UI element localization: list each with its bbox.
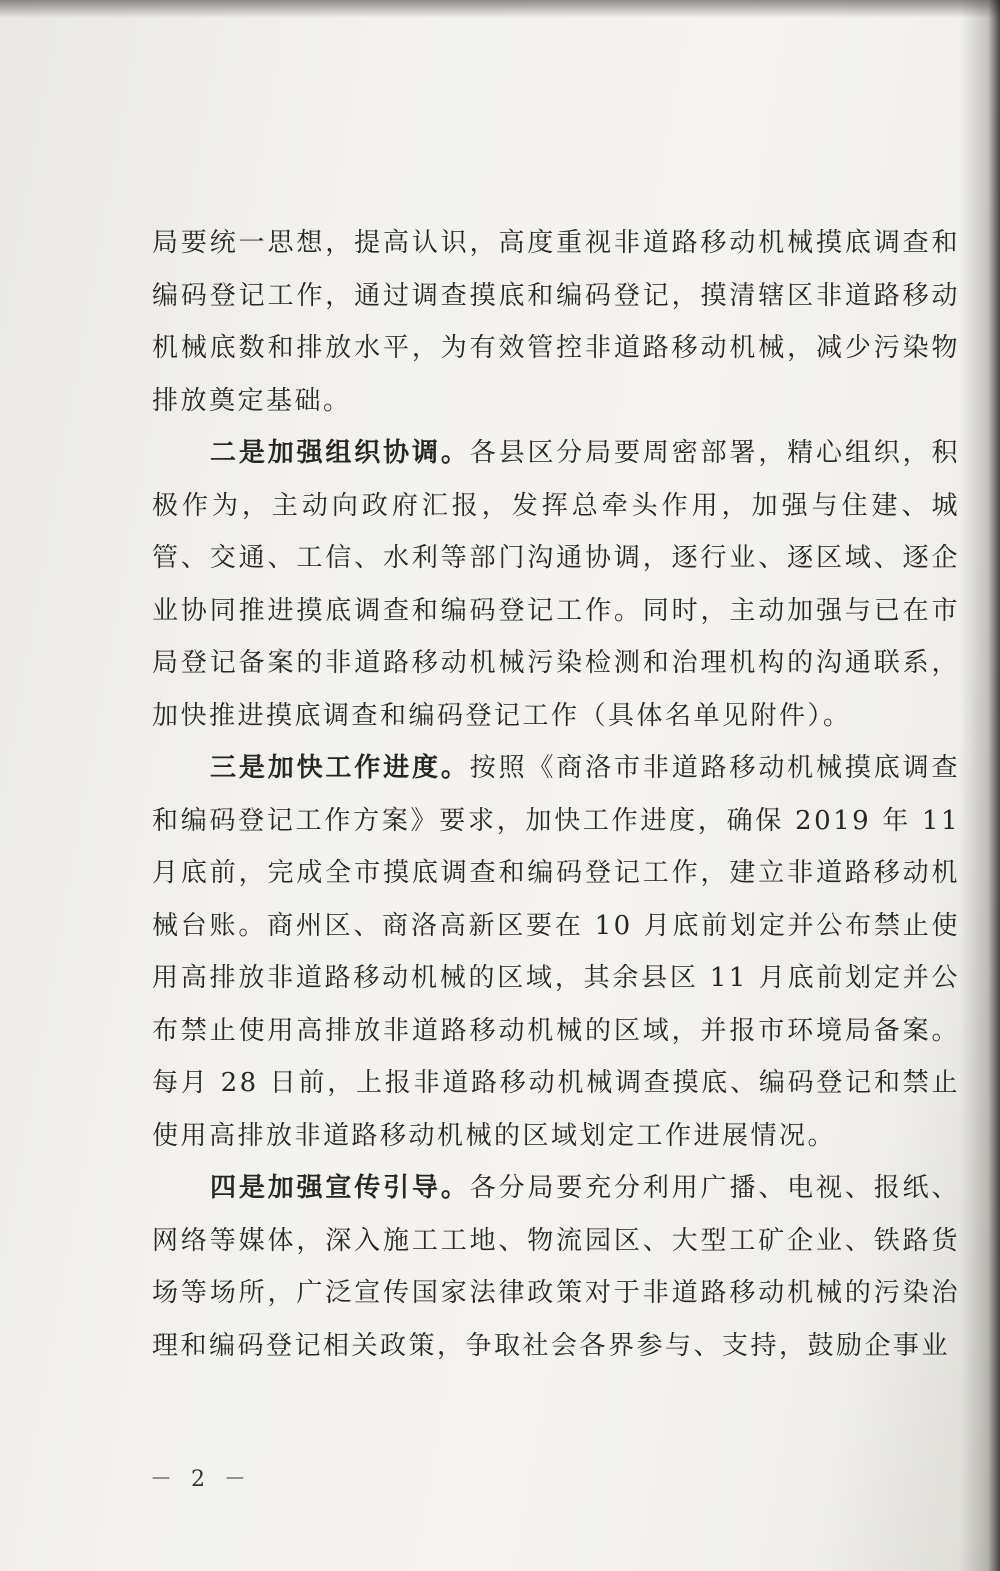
- paragraph-continuation: [152, 217, 960, 427]
- paragraph-progress: [152, 742, 960, 1162]
- paragraph-lead: 四是加强宣传引导。: [210, 1173, 470, 1203]
- paragraph-lead: 三是加快工作进度。: [210, 753, 470, 783]
- page-number: － 2 －: [150, 1467, 252, 1492]
- paragraph-text: 各分局要充分利用广播、电视、报纸、网络等媒体，深入施工工地、物流园区、大型工矿企业、铁路货场等场所，广泛宣传国家法律政策对于非道路移动机械的污染治理和编码登记相关政策，争取社会各界参与、支持，鼓励企事业: [152, 1173, 960, 1361]
- paragraph-lead: 二是加强组织协调。: [210, 438, 470, 468]
- paragraph-organization: [152, 427, 960, 742]
- paragraph-text: 局要统一思想，提高认识，高度重视非道路移动机械摸底调查和编码登记工作，通过调查摸底和编码登记，摸清辖区非道路移动机械底数和排放水平，为有效管控非道路移动机械，减少污染物排放奠定基础。: [152, 228, 960, 416]
- paragraph-text: 按照《商洛市非道路移动机械摸底调查和编码登记工作方案》要求，加快工作进度，确保 2019 年 11 月底前，完成全市摸底调查和编码登记工作，建立非道路移动机械台账。商州区、商洛高新区要在 10 月底前划定并公布禁止使用高排放非道路移动机械的区域，其余县区 11 月底前划定并公布禁止使用高排放非道路移动机械的区域，并报市环境局备案。每月 28 日前，上报非道路移动机械调查摸底、编码登记和禁止使用高排放非道路移动机械的区域划定工作进展情况。: [152, 753, 960, 1151]
- document-body: [152, 217, 960, 1372]
- paragraph-text: 各县区分局要周密部署，精心组织，积极作为，主动向政府汇报，发挥总牵头作用，加强与住建、城管、交通、工信、水利等部门沟通协调，逐行业、逐区域、逐企业协同推进摸底调查和编码登记工作。同时，主动加强与已在市局登记备案的非道路移动机械污染检测和治理机构的沟通联系，加快推进摸底调查和编码登记工作（具体名单见附件）。: [152, 438, 960, 731]
- paragraph-publicity: [152, 1162, 960, 1372]
- top-shadow: [0, 0, 1000, 18]
- page-edge-shadow: [960, 0, 1000, 1571]
